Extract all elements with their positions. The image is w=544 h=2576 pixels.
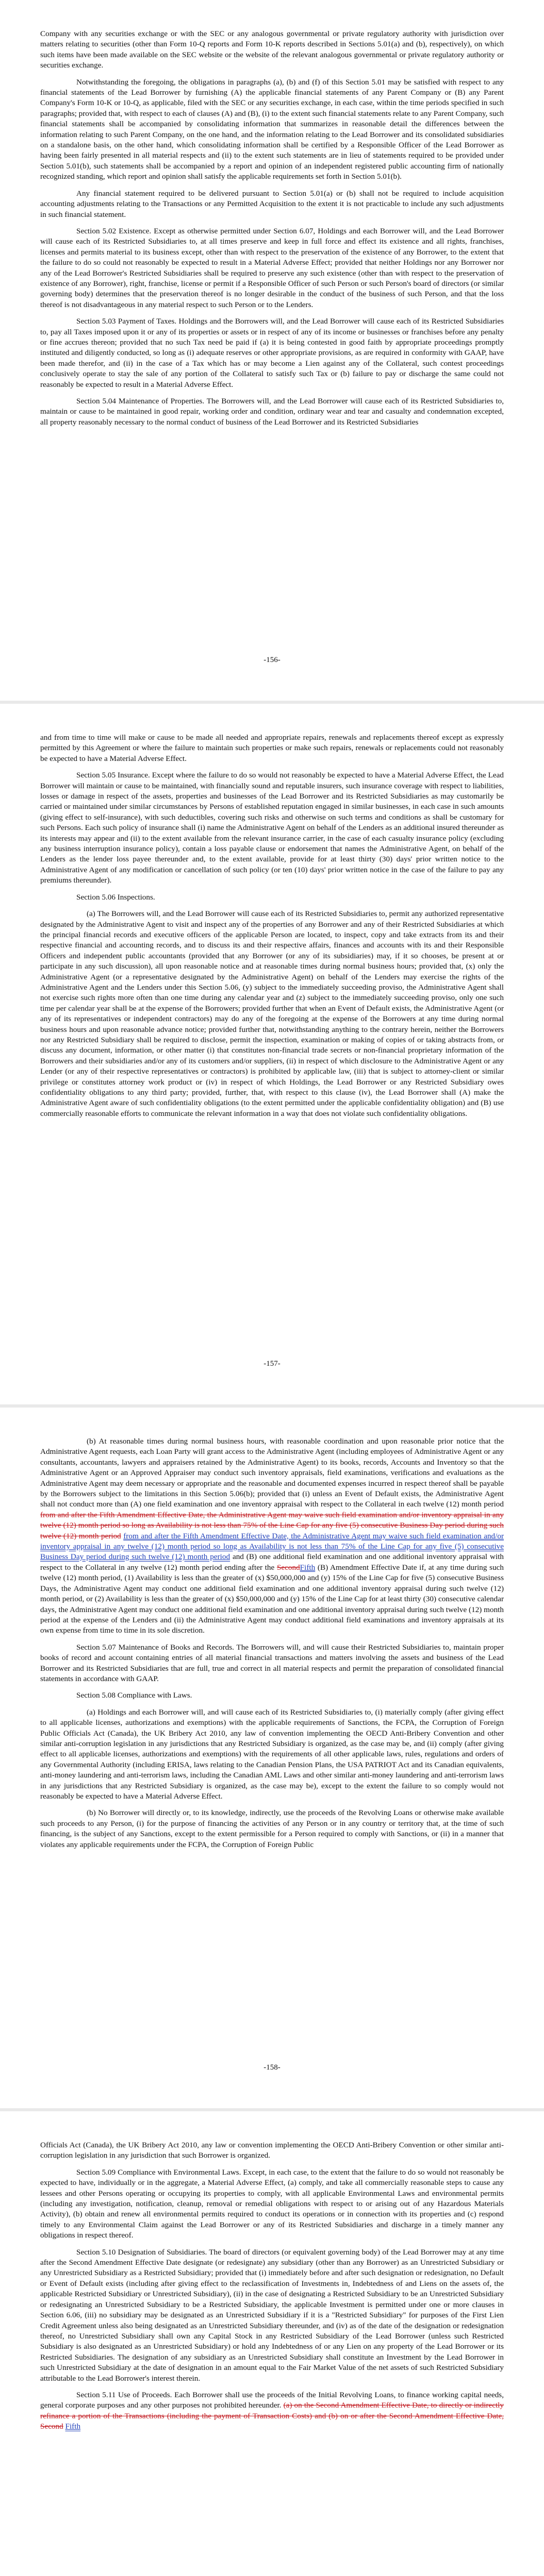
page-157: [0, 704, 544, 1404]
section-5-04: Section 5.04 Maintenance of Properties. The Borrowers will, and the Lead Borrower will cause each of its Restricted Subsidiaries to, maintain or cause to be maintained in good repair, working order and condition, ordinary wear and tear and casualty and condemnation excepted, all property reasonably necessary to the normal conduct of business of the Lead Borrower and its Restricted Subsidiaries: [40, 397, 504, 427]
deleted-text: Second: [276, 1563, 300, 1572]
paragraph-text: Section 5.11 Use of Proceeds. Each Borrower shall use the proceeds of the Initial Revolving Loans, to finance working capital needs, general corporate purposes and any other purposes not prohibited hereunder.: [40, 2390, 504, 2410]
inserted-text: from and after the Fifth Amendment Effective Date, the Administrative Agent may waive such field examination and/or inventory appraisal in any twelve (12) month period so long as Availability is not less than 75% of the Line Cap for any five (5) consecutive Business Day period during such twelve (12) month period: [40, 1531, 504, 1562]
section-5-11: [40, 2390, 504, 2432]
paragraph-text: (B) Amendment Effective Date if, at any time during such twelve (12) month period, (1) Availability is less than the greater of (x) $50,000,000 and (y) 15% of the Line Cap for five (5) consecutive Business Days, the Administrative Agent may conduct one additional field examination and one additional inventory appraisal during such twelve (12) month period, or (2) Availability is less than the greater of (x) $50,000,000 and (y) 15% of the Line Cap for at least thirty (30) consecutive calendar days, the Administrative Agent may conduct one additional field examination and one additional inventory appraisal during such twelve (12) month period at the expense of the Lenders and (ii) the Administrative Agent may conduct additional field examinations and inventory appraisals at its own expense from time to time in its sole discretion.: [40, 1563, 504, 1635]
section-5-08-heading: Section 5.08 Compliance with Laws.: [76, 1691, 192, 1700]
deleted-text: from and after the Fifth Amendment Effective Date, the Administrative Agent may waive such field examination and/or inventory appraisal in any twelve (12) month period so long as Availability is not less than 75% of the Line Cap for any five (5) consecutive Business Day period during such twelve (12) month period: [40, 1510, 504, 1540]
page-156: [0, 0, 544, 701]
paragraph: Any financial statement required to be delivered pursuant to Section 5.01(a) or (b) shall not be required to include acquisition accounting adjustments relating to the Transactions or any Permitted Acquisition to the extent it is not practicable to include any such adjustments in such financial statement.: [40, 189, 504, 219]
paragraph: Company with any securities exchange or with the SEC or any analogous governmental or private regulatory authority with jurisdiction over matters relating to securities (other than Form 10-Q reports and Form 10-K reports described in Sections 5.01(a) and (b), respectively), on which such items have been made available on the SEC website or the website of the relevant analogous governmental or private regulatory authority or securities exchange.: [40, 29, 504, 70]
page-number: -156-: [263, 656, 281, 664]
paragraph-text: (b) At reasonable times during normal business hours, with reasonable coordination and upon reasonable prior notice that the Administrative Agent requests, each Loan Party will grant access to the Administrative Agent (including employees of Administrative Agent or any consultants, accountants, lawyers and appraisers retained by the Administrative Agent) to its books, records, Accounts and Inventory so that the Administrative Agent or an Approved Appraiser may conduct such inventory appraisals, field examinations, verifications and evaluations as the Administrative Agent may deem necessary or appropriate and the reasonable and documented expenses incurred in respect thereof shall be payable by the Borrowers subject to the limitations in this Section 5.06(b); provided that (i) unless an Event of Default exists, the Administrative Agent shall not conduct more than (A) one field examination and one inventory appraisal with respect to the Collateral in each twelve (12) month period: [40, 1437, 504, 1509]
inserted-text: Fifth: [300, 1563, 316, 1572]
page-number: -157-: [263, 1360, 281, 1368]
deleted-text: (a) on the Second Amendment Effective Date, to directly or indirectly refinance a portion of the Transactions (including the payment of Transaction Costs) and (b) on or after the Second Amendment Effective Date,: [40, 2401, 504, 2420]
section-5-08-a: (a) Holdings and each Borrower will, and will cause each of its Restricted Subsidiaries to, (i) materially comply (after giving effect to all applicable licenses, authorizations and exemptions) with the applicable requirements of Sanctions, the FCPA, the Corruption of Foreign Public Officials Act (Canada), the UK Bribery Act 2010, any law of convention implementing the OECD Anti-Bribery Convention and other similar anti-corruption legislation in any jurisdictions that any Restricted Subsidiary is organized, as the case may be, and (ii) comply (after giving effect to all applicable licenses, authorizations and exemptions) with the requirements of all other applicable laws, rules, regulations and orders of any Governmental Authority (including ERISA, laws relating to the Canadian Pension Plans, the USA PATRIOT Act and its Canadian equivalents, anti-money laundering and anti-terrorism laws, including the Canadian AML Laws and other similar anti-money laundering and anti-terrorism laws in any jurisdictions that any Restricted Subsidiary is organized, as the case may be), except to the extent the failure to so comply would not reasonably be expected to have a Material Adverse Effect.: [40, 1707, 504, 1801]
paragraph: and from time to time will make or cause to be made all needed and appropriate repairs, renewals and replacements thereof except as expressly permitted by this Agreement or where the failure to maintain such properties or make such repairs, renewals or replacements could not reasonably be expected to have a Material Adverse Effect.: [40, 733, 504, 763]
section-5-07: Section 5.07 Maintenance of Books and Records. The Borrowers will, and will cause their Restricted Subsidiaries to, maintain proper books of record and account containing entries of all material financial transactions and matters involving the assets and business of the Lead Borrower and its Restricted Subsidiaries that are full, true and correct in all material respects and permit the preparation of consolidated financial statements in accordance with GAAP.: [40, 1642, 504, 1683]
page-159: [0, 2111, 544, 2576]
section-5-02: Section 5.02 Existence. Except as otherwise permitted under Section 6.07, Holdings and each Borrower will, and the Lead Borrower will cause each of its Restricted Subsidiaries to, at all times preserve and keep in full force and effect its existence and all rights, franchises, licenses and permits material to its business except, other than with respect to the preservation of the existence of any Borrower, to the extent that the failure to do so could not reasonably be expected to result in a Material Adverse Effect; provided that neither Holdings nor any Borrower nor any of the Lead Borrower's Restricted Subsidiaries shall be required to preserve any such existence (other than with respect to the preservation of existence of any Borrower), right, franchise, license or permit if a Responsible Officer of such Person or such Person's board of directors (or similar governing body) determines that the preservation thereof is no longer desirable in the conduct of the business of such Person, and that the loss thereof is not disadvantageous in any material respect to such Person or to the Lenders.: [40, 226, 504, 309]
section-5-06-a: (a) The Borrowers will, and the Lead Borrower will cause each of its Restricted Subsidiaries to, permit any authorized representative designated by the Administrative Agent to visit and inspect any of the properties of any Borrower and any of their Restricted Subsidiaries at which the principal financial records and executive officers of the applicable Person are located, to inspect, copy and take extracts from its and their respective financial and accounting records, and to discuss its and their respective affairs, finances and accounts with its and their Responsible Officers and independent public accountants (provided that any Borrower (or any of its subsidiaries) may, if it so chooses, be present at or participate in any such discussion), all upon reasonable notice and at reasonable times during normal business hours; provided that, (x) only the Administrative Agent (or a representative designated by the Administrative Agent) on behalf of the Lenders may exercise the rights of the Administrative Agent and the Lenders under this Section 5.06, (y) subject to the immediately succeeding proviso, the Administrative Agent shall not exercise such rights more often than one time during any calendar year and (z) subject to the immediately succeeding proviso, only one such time per calendar year shall be at the expense of the Borrowers; provided further that when an Event of Default exists, the Administrative Agent (or any of its representatives or independent contractors) may do any of the foregoing at the expense of the Borrowers at any time during normal business hours and upon reasonable advance notice; provided further that, notwithstanding anything to the contrary herein, neither the Borrowers nor any Restricted Subsidiary shall be required to disclose, permit the inspection, examination or making of copies of or taking abstracts from, or discuss any document, information, or other matter (i) that constitutes non-financial trade secrets or non-financial proprietary information of the Borrowers and their subsidiaries and/or any of its customers and/or suppliers, (ii) in respect of which disclosure to the Administrative Agent or any Lender (or any of their respective representatives or contractors) is prohibited by applicable law, (iii) that is subject to attorney-client or similar privilege or constitutes attorney work product or (iv) in respect of which Holdings, the Lead Borrower or any Restricted Subsidiary owes confidentiality obligations to any third party; provided, further, that, with respect to this clause (iv), the Lead Borrower shall (A) make the Administrative Agent aware of such confidentiality obligations (to the extent permitted under the applicable confidentiality obligation) and (B) use commercially reasonable efforts to communicate the relevant information in a way that does not violate such confidentiality obligations.: [40, 909, 504, 1118]
paragraph: Notwithstanding the foregoing, the obligations in paragraphs (a), (b) and (f) of this Section 5.01 may be satisfied with respect to any financial statements of the Lead Borrower by furnishing (A) the applicable financial statements of any Parent Company or (B) any Parent Company's Form 10-K or 10-Q, as applicable, filed with the SEC or any securities exchange, in each case, within the time periods specified in such paragraphs; provided that, with respect to each of clauses (A) and (B), (i) to the extent such financial statements relate to any Parent Company, such financial statements shall be accompanied by consolidating information that summarizes in reasonable detail the differences between the information relating to such Parent Company, on the one hand, and the information relating to the Lead Borrower and its consolidated subsidiaries on a standalone basis, on the other hand, which consolidating information shall be certified by a Responsible Officer of the Lead Borrower as having been fairly presented in all material respects and (ii) to the extent such statements are in lieu of statements required to be provided under Section 5.01(b), such statements shall be accompanied by a report and opinion of an independent registered public accounting firm of nationally recognized standing, which report and opinion shall satisfy the applicable requirements set forth in Section 5.01(b).: [40, 77, 504, 181]
section-5-03: Section 5.03 Payment of Taxes. Holdings and the Borrowers will, and the Lead Borrower will cause each of its Restricted Subsidiaries to, pay all Taxes imposed upon it or any of its properties or assets or in respect of any of its income or businesses or franchises before any penalty or fine accrues thereon; provided that no such Tax need be paid if (a) it is being contested in good faith by appropriate proceedings promptly instituted and diligently conducted, so long as (i) adequate reserves or other appropriate provisions, as are required in conformity with GAAP, have been made therefor, and (ii) in the case of a Tax which has or may become a Lien against any of the Collateral, such contest proceedings conclusively operate to stay the sale of any portion of the Collateral to satisfy such Tax or (b) failure to pay or discharge the same could not reasonably be expected to result in a Material Adverse Effect.: [40, 317, 504, 389]
deleted-text: Second: [40, 2422, 63, 2431]
paragraph-text: and (B) one additional field examination and one additional inventory appraisal with respect to the Collateral in any twelve (12) month period ending after the: [40, 1552, 504, 1572]
section-5-08-b: (b) No Borrower will directly or, to its knowledge, indirectly, use the proceeds of the Revolving Loans or otherwise make available such proceeds to any Person, (i) for the purpose of financing the activities of any Person or in any country or territory that, at the time of such financing, is the subject of any Sanctions, except to the extent permissible for a Person required to comply with Sanctions, or (ii) in a manner that violates any applicable requirements under the FCPA, the Corruption of Foreign Public: [40, 1808, 504, 1849]
section-5-10: Section 5.10 Designation of Subsidiaries. The board of directors (or equivalent governing body) of the Lead Borrower may at any time after the Second Amendment Effective Date designate (or redesignate) any subsidiary (other than any Borrower) as an Unrestricted Subsidiary or any Unrestricted Subsidiary as a Restricted Subsidiary; provided that (i) immediately before and after such designation or redesignation, no Default or Event of Default exists (including after giving effect to the reclassification of Investments in, Indebtedness of and Liens on the assets of, the applicable Restricted Subsidiary or Unrestricted Subsidiary), (ii) in the case of designating a Restricted Subsidiary to be an Unrestricted Subsidiary or redesignating an Unrestricted Subsidiary to be a Restricted Subsidiary, the applicable Investment is permitted under one or more clauses in Section 6.06, (iii) no subsidiary may be designated as an Unrestricted Subsidiary if it is a "Restricted Subsidiary" for purposes of the First Lien Credit Agreement unless also being designated as an Unrestricted Subsidiary thereunder, and (iv) as of the date of the designation or redesignation thereof, no Unrestricted Subsidiary shall own any Capital Stock in any Restricted Subsidiary of the Lead Borrower (unless such Restricted Subsidiary is also designated as an Unrestricted Subsidiary) or hold any Indebtedness of or any Lien on any property of the Lead Borrower or its Restricted Subsidiaries. The designation of any subsidiary as an Unrestricted Subsidiary shall constitute an Investment by the Lead Borrower in such Unrestricted Subsidiary at the date of designation in an amount equal to the Fair Market Value of the net assets of such Restricted Subsidiary attributable to the Lead Borrower's interest therein.: [40, 2247, 504, 2383]
section-5-09: Section 5.09 Compliance with Environmental Laws. Except, in each case, to the extent that the failure to do so would not reasonably be expected to have, individually or in the aggregate, a Material Adverse Effect, (a) comply, and take all commercially reasonable steps to cause any lessees and other Persons operating or occupying its properties to comply, with all applicable Environmental Laws and environmental permits (including any investigation, notification, cleanup, removal or remedial obligations with respect to or arising out of any Hazardous Materials Activity), (b) obtain and renew all environmental permits required to conduct its operations or in connection with its properties and (c) respond timely to any Environmental Claim against the Lead Borrower or any of its Restricted Subsidiaries and discharge in a timely manner any obligations in respect thereof.: [40, 2167, 504, 2240]
section-5-05: Section 5.05 Insurance. Except where the failure to do so would not reasonably be expected to have a Material Adverse Effect, the Lead Borrower will maintain or cause to be maintained, with financially sound and reputable insurers, such insurance coverage with respect to liabilities, losses or damage in respect of the assets, properties and businesses of the Lead Borrower and its Restricted Subsidiaries as may customarily be carried or maintained under similar circumstances by Persons of established reputation engaged in similar businesses, in each case in such amounts (giving effect to self-insurance), with such deductibles, covering such risks and otherwise on such terms and conditions as shall be customary for such Persons. Each such policy of insurance shall (i) name the Administrative Agent on behalf of the Lenders as an additional insured thereunder as its interests may appear and (ii) to the extent available from the relevant insurance carrier, in the case of each casualty insurance policy (excluding any business interruption insurance policy), contain a loss payable clause or endorsement that names the Administrative Agent, on behalf of the Lenders as the lender loss payee thereunder and, to the extent available, provide for at least thirty (30) days' prior written notice to the Administrative Agent of any modification or cancellation of such policy (or ten (10) days' prior written notice in the case of the failure to pay any premiums thereunder).: [40, 771, 504, 885]
section-5-06-b: [40, 1436, 504, 1636]
page-number: -158-: [263, 2063, 281, 2072]
page-158: [0, 1408, 544, 2108]
paragraph: Officials Act (Canada), the UK Bribery Act 2010, any law or convention implementing the OECD Anti-Bribery Convention or other similar anti-corruption legislation in any jurisdiction that such Borrower is organized.: [40, 2141, 504, 2160]
inserted-text: Fifth: [65, 2422, 81, 2431]
section-5-06-heading: Section 5.06 Inspections.: [76, 892, 155, 902]
